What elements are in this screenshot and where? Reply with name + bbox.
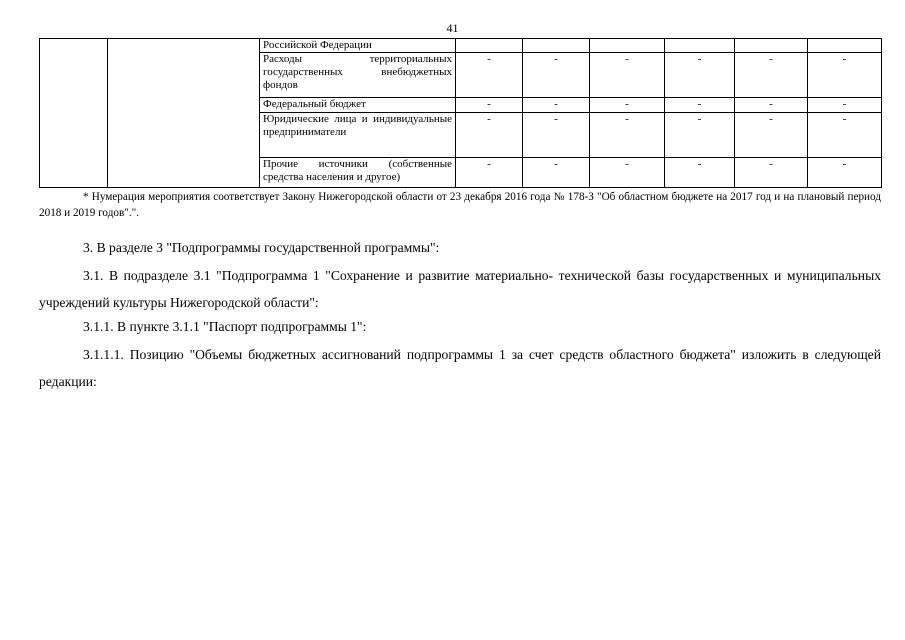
- number-cell: [40, 39, 108, 188]
- value-cell: -: [665, 53, 735, 98]
- value-cell: -: [665, 158, 735, 188]
- value-cell: -: [456, 158, 523, 188]
- source-cell: Федеральный бюджет: [260, 98, 456, 113]
- source-cell: Юридические лица и индивидуальные предприниматели: [260, 113, 456, 158]
- value-cell: -: [808, 98, 882, 113]
- table-body: [40, 39, 882, 188]
- paragraph: 3.1.1. В пункте 3.1.1 "Паспорт подпрограммы 1":: [83, 319, 367, 334]
- value-cell: -: [735, 113, 808, 158]
- value-cell: -: [523, 98, 590, 113]
- value-cell: -: [456, 98, 523, 113]
- value-cell: -: [665, 113, 735, 158]
- footnote: * Нумерация мероприятия соответствует Закону Нижегородской области от 23 декабря 2016 года № 178-З "Об областном бюджете на 2017 год и на плановый период 2018 и 2019 годов".".: [39, 191, 881, 219]
- source-cell: Российской Федерации: [260, 39, 456, 53]
- value-cell: -: [665, 98, 735, 113]
- value-cell: -: [523, 53, 590, 98]
- value-cell: [456, 39, 523, 53]
- value-cell: -: [808, 158, 882, 188]
- value-cell: -: [808, 113, 882, 158]
- value-cell: [735, 39, 808, 53]
- value-cell: -: [590, 158, 665, 188]
- value-cell: -: [456, 53, 523, 98]
- value-cell: -: [523, 113, 590, 158]
- value-cell: -: [735, 53, 808, 98]
- value-cell: [523, 39, 590, 53]
- value-cell: -: [735, 158, 808, 188]
- value-cell: [590, 39, 665, 53]
- funding-sources-table: [39, 38, 882, 188]
- value-cell: -: [456, 113, 523, 158]
- value-cell: -: [590, 113, 665, 158]
- value-cell: -: [590, 53, 665, 98]
- value-cell: -: [808, 53, 882, 98]
- value-cell: [808, 39, 882, 53]
- source-cell: Прочие источники (собственные средства населения и другое): [260, 158, 456, 188]
- value-cell: -: [590, 98, 665, 113]
- value-cell: -: [523, 158, 590, 188]
- activity-cell: [108, 39, 260, 188]
- table-row: [40, 39, 882, 53]
- page-number: 41: [446, 21, 459, 35]
- paragraph: 3.1.1.1. Позицию "Объемы бюджетных ассигнований подпрограммы 1 за счет средств областного бюджета" изложить в следующей редакции:: [39, 347, 881, 389]
- value-cell: [665, 39, 735, 53]
- paragraph: 3. В разделе 3 "Подпрограммы государственной программы":: [83, 240, 440, 255]
- paragraph: 3.1. В подразделе 3.1 "Подпрограмма 1 "Сохранение и развитие материально- технической базы государственных и муниципальных учреждений культуры Нижегородской области":: [39, 268, 881, 310]
- value-cell: -: [735, 98, 808, 113]
- source-cell: Расходы территориальных государственных внебюджетных фондов: [260, 53, 456, 98]
